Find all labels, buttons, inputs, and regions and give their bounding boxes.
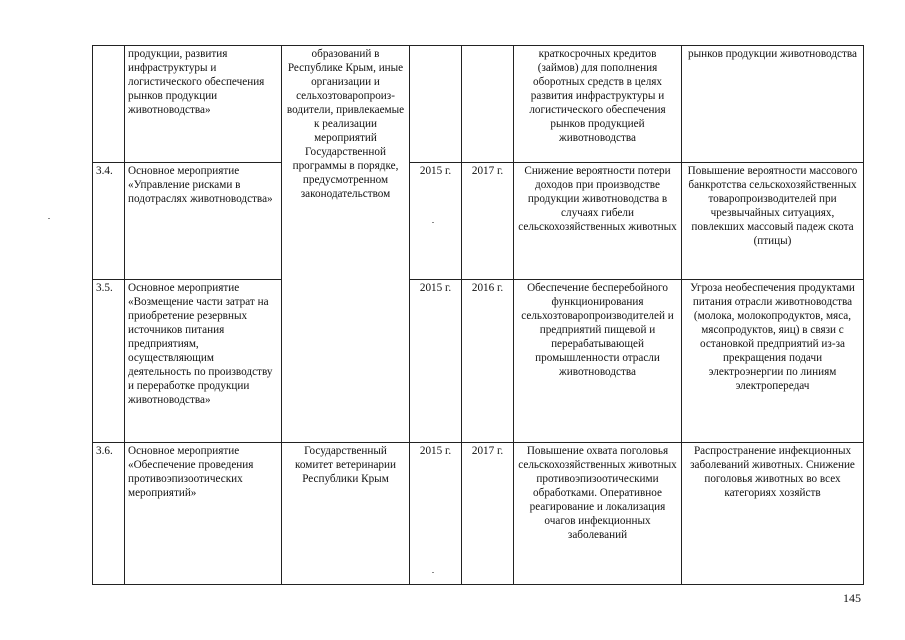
- measure-cell: Основное мероприятие «Управление рисками в подотраслях животноводства»: [125, 163, 282, 280]
- row-number-cell: [93, 46, 125, 163]
- result-cell: Обеспечение бесперебойного функционирования сельхозтоваропроизводителей и предприятий пищевой и перерабатывающей промышленности отрасли животноводства: [514, 280, 682, 443]
- start-year-cell: 2015 г.: [410, 443, 462, 585]
- scan-mark: [432, 572, 434, 573]
- consequence-cell: рынков продукции животноводства: [682, 46, 864, 163]
- consequence-cell: Повышение вероятности массового банкротства сельскохозяйственных товаропроизводителей при чрезвычайных ситуациях, повлекших массовый падеж скота (птицы): [682, 163, 864, 280]
- measure-cell: продукции, развития инфраструктуры и логистического обеспечения рынков продукции животноводства»: [125, 46, 282, 163]
- end-year-cell: 2016 г.: [462, 280, 514, 443]
- start-year-cell: 2015 г.: [410, 280, 462, 443]
- row-number-cell: 3.5.: [93, 280, 125, 443]
- end-year-cell: 2017 г.: [462, 163, 514, 280]
- page-number: 145: [843, 591, 861, 605]
- start-year-cell: [410, 46, 462, 163]
- consequence-cell: Распространение инфекционных заболеваний животных. Снижение поголовья животных во всех категориях хозяйств: [682, 443, 864, 585]
- row-number-cell: 3.6.: [93, 443, 125, 585]
- scan-mark: [432, 222, 434, 223]
- table-row: [93, 280, 864, 443]
- end-year-cell: [462, 46, 514, 163]
- result-cell: краткосрочных кредитов (займов) для пополнения оборотных средств в целях развития инфраструктуры и логистического обеспечения рынков продукцией животноводства: [514, 46, 682, 163]
- measure-cell: Основное мероприятие «Обеспечение проведения противоэпизоотических мероприятий»: [125, 443, 282, 585]
- scan-mark: [48, 218, 50, 219]
- table-row: [93, 443, 864, 585]
- executor-cell: Государственный комитет ветеринарии Республики Крым: [282, 443, 410, 585]
- measures-table: [92, 45, 864, 585]
- executor-cell: образований в Республике Крым, иные организации и сельхозтоваропроиз-водители, привлекаемые к реализации мероприятий Государственной программы в порядке, предусмотренном законодательством: [282, 46, 410, 443]
- start-year-cell: 2015 г.: [410, 163, 462, 280]
- table-row: [93, 163, 864, 280]
- row-number-cell: 3.4.: [93, 163, 125, 280]
- table-row-continuation: [93, 46, 864, 163]
- end-year-cell: 2017 г.: [462, 443, 514, 585]
- consequence-cell: Угроза необеспечения продуктами питания отрасли животноводства (молока, молокопродуктов, мяса, мясопродуктов, яиц) в связи с остановкой предприятий из-за прекращения подачи электроэнергии по линиям электропередач: [682, 280, 864, 443]
- measure-cell: Основное мероприятие «Возмещение части затрат на приобретение резервных источников питания предприятиям, осуществляющим деятельность по производству и переработке продукции животноводства»: [125, 280, 282, 443]
- result-cell: Повышение охвата поголовья сельскохозяйственных животных противоэпизоотическими обработками. Оперативное реагирование и локализация очагов инфекционных заболеваний: [514, 443, 682, 585]
- result-cell: Снижение вероятности потери доходов при производстве продукции животноводства в случаях гибели сельскохозяйственных животных: [514, 163, 682, 280]
